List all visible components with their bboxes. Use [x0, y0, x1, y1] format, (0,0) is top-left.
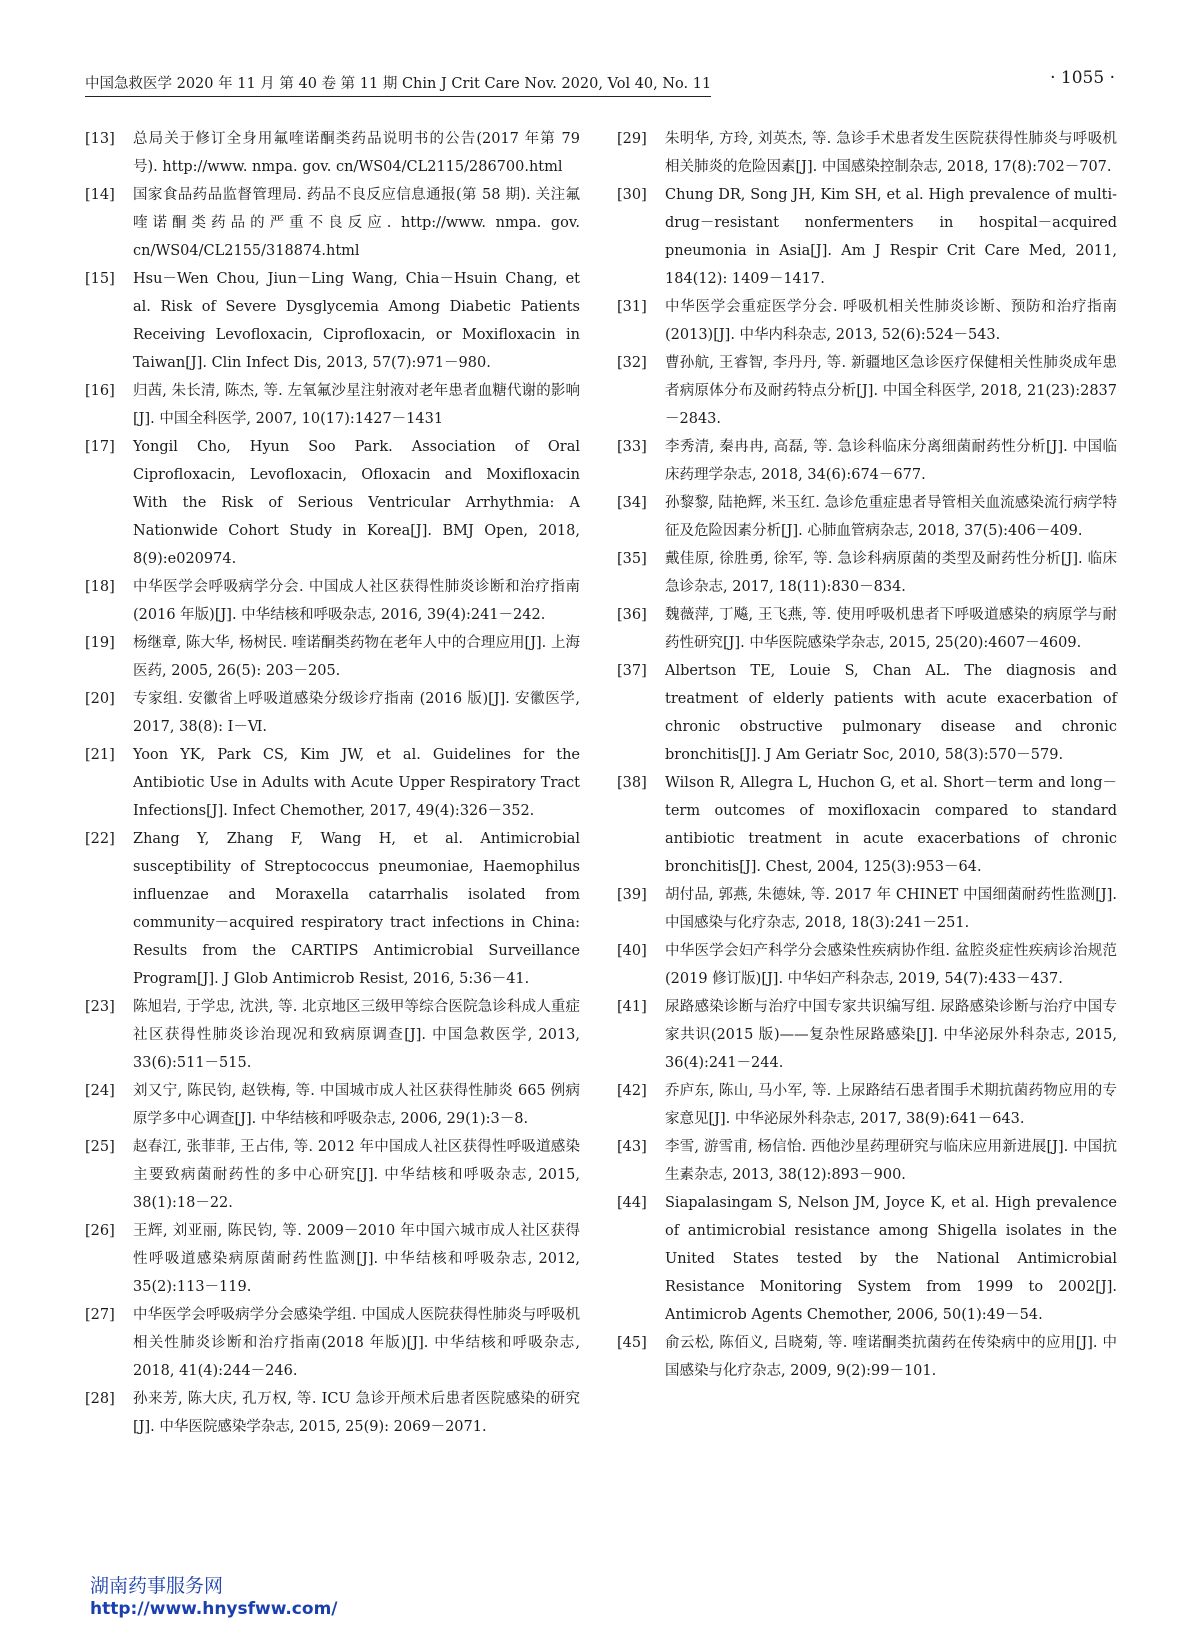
reference-number: [43] [617, 1139, 647, 1155]
reference-text: 专家组. 安徽省上呼吸道感染分级诊疗指南 (2016 版)[J]. 安徽医学, 2017, 38(8): Ⅰ－Ⅵ. [133, 691, 580, 735]
reference-number: [33] [617, 439, 647, 455]
reference-item [85, 1385, 580, 1441]
reference-number: [36] [617, 607, 647, 623]
reference-item [85, 433, 580, 573]
reference-number: [21] [85, 747, 115, 763]
reference-text: 戴佳原, 徐胜勇, 徐军, 等. 急诊科病原菌的类型及耐药性分析[J]. 临床急诊杂志, 2017, 18(11):830－834. [665, 551, 1117, 595]
reference-number: [24] [85, 1083, 115, 1099]
reference-text: 中华医学会呼吸病学分会. 中国成人社区获得性肺炎诊断和治疗指南(2016 年版)[J]. 中华结核和呼吸杂志, 2016, 39(4):241－242. [133, 579, 580, 623]
reference-number: [37] [617, 663, 647, 679]
reference-text: 朱明华, 方玲, 刘英杰, 等. 急诊手术患者发生医院获得性肺炎与呼吸机相关肺炎的危险因素[J]. 中国感染控制杂志, 2018, 17(8):702－707. [665, 131, 1117, 175]
reference-text: 王辉, 刘亚丽, 陈民钧, 等. 2009－2010 年中国六城市成人社区获得性呼吸道感染病原菌耐药性监测[J]. 中华结核和呼吸杂志, 2012, 35(2):113－119. [133, 1223, 580, 1295]
reference-text: 俞云松, 陈佰义, 吕晓菊, 等. 喹诺酮类抗菌药在传染病中的应用[J]. 中国感染与化疗杂志, 2009, 9(2):99－101. [665, 1335, 1117, 1379]
reference-text: 孙来芳, 陈大庆, 孔万权, 等. ICU 急诊开颅术后患者医院感染的研究[J]. 中华医院感染学杂志, 2015, 25(9): 2069－2071. [133, 1391, 580, 1435]
reference-item [617, 181, 1117, 293]
reference-text: Yongil Cho, Hyun Soo Park. Association of Oral Ciprofloxacin, Levofloxacin, Ofloxacin and Moxifloxacin With the Risk of Serious Ventricular Arrhythmia: A Nationwide Cohort Study in Korea[J]. BMJ Open, 2018, 8(9):e020974. [133, 439, 580, 567]
reference-number: [42] [617, 1083, 647, 1099]
reference-text: Chung DR, Song JH, Kim SH, et al. High prevalence of multi-drug－resistant nonfermenters in hospital－acquired pneumonia in Asia[J]. Am J Respir Crit Care Med, 2011, 184(12): 1409－1417. [665, 187, 1117, 287]
reference-text: 陈旭岩, 于学忠, 沈洪, 等. 北京地区三级甲等综合医院急诊科成人重症社区获得性肺炎诊治现况和致病原调查[J]. 中国急救医学, 2013, 33(6):511－515. [133, 999, 580, 1071]
reference-item [85, 825, 580, 993]
reference-item [617, 993, 1117, 1077]
reference-item [617, 1077, 1117, 1133]
reference-text: 胡付品, 郭燕, 朱德妹, 等. 2017 年 CHINET 中国细菌耐药性监测[J]. 中国感染与化疗杂志, 2018, 18(3):241－251. [665, 887, 1117, 931]
page-number: · 1055 · [1050, 68, 1115, 88]
reference-number: [35] [617, 551, 647, 567]
reference-text: 乔庐东, 陈山, 马小军, 等. 上尿路结石患者围手术期抗菌药物应用的专家意见[J]. 中华泌尿外科杂志, 2017, 38(9):641－643. [665, 1083, 1117, 1127]
watermark-footer [90, 1574, 338, 1620]
reference-item [85, 377, 580, 433]
journal-header: 中国急救医学 2020 年 11 月 第 40 卷 第 11 期 Chin J Crit Care Nov. 2020, Vol 40, No. 11 [85, 72, 711, 97]
reference-text: Wilson R, Allegra L, Huchon G, et al. Short－term and long－term outcomes of moxifloxacin compared to standard antibiotic treatment in acute exacerbations of chronic bronchitis[J]. Chest, 2004, 125(3):953－64. [665, 775, 1117, 875]
reference-number: [39] [617, 887, 647, 903]
reference-number: [40] [617, 943, 647, 959]
reference-text: 中华医学会重症医学分会. 呼吸机相关性肺炎诊断、预防和治疗指南(2013)[J]. 中华内科杂志, 2013, 52(6):524－543. [665, 299, 1117, 343]
reference-item [85, 629, 580, 685]
reference-text: Siapalasingam S, Nelson JM, Joyce K, et al. High prevalence of antimicrobial resistance among Shigella isolates in the United States tested by the National Antimicrobial Resistance Monitoring System from 1999 to 2002[J]. Antimicrob Agents Chemother, 2006, 50(1):49－54. [665, 1195, 1117, 1323]
reference-item [85, 573, 580, 629]
reference-number: [29] [617, 131, 647, 147]
reference-item [85, 741, 580, 825]
site-url[interactable]: http://www.hnysfww.com/ [90, 1599, 338, 1619]
reference-number: [19] [85, 635, 115, 651]
reference-item [617, 1189, 1117, 1329]
reference-number: [23] [85, 999, 115, 1015]
reference-item [617, 489, 1117, 545]
reference-number: [31] [617, 299, 647, 315]
reference-item [617, 293, 1117, 349]
reference-number: [38] [617, 775, 647, 791]
reference-item [85, 1077, 580, 1133]
reference-item [617, 657, 1117, 769]
reference-item [85, 1217, 580, 1301]
reference-number: [18] [85, 579, 115, 595]
reference-number: [41] [617, 999, 647, 1015]
reference-number: [32] [617, 355, 647, 371]
reference-item [617, 349, 1117, 433]
reference-item [85, 125, 580, 181]
reference-number: [28] [85, 1391, 115, 1407]
reference-text: 尿路感染诊断与治疗中国专家共识编写组. 尿路感染诊断与治疗中国专家共识(2015 版)——复杂性尿路感染[J]. 中华泌尿外科杂志, 2015, 36(4):241－244. [665, 999, 1117, 1071]
reference-number: [44] [617, 1195, 647, 1211]
reference-number: [25] [85, 1139, 115, 1155]
reference-item [85, 1301, 580, 1385]
reference-number: [30] [617, 187, 647, 203]
reference-item [617, 433, 1117, 489]
reference-item [617, 125, 1117, 181]
references-left-column [85, 125, 580, 1441]
reference-number: [20] [85, 691, 115, 707]
reference-item [85, 265, 580, 377]
reference-number: [15] [85, 271, 115, 287]
page-header [85, 68, 1115, 94]
reference-item [617, 545, 1117, 601]
reference-item [85, 181, 580, 265]
reference-number: [22] [85, 831, 115, 847]
reference-number: [27] [85, 1307, 115, 1323]
reference-number: [16] [85, 383, 115, 399]
reference-number: [45] [617, 1335, 647, 1351]
reference-item [617, 769, 1117, 881]
reference-text: 归茜, 朱长清, 陈杰, 等. 左氧氟沙星注射液对老年患者血糖代谢的影响[J]. 中国全科医学, 2007, 10(17):1427－1431 [133, 383, 580, 427]
reference-text: Albertson TE, Louie S, Chan AL. The diagnosis and treatment of elderly patients with acute exacerbation of chronic obstructive pulmonary disease and chronic bronchitis[J]. J Am Geriatr Soc, 2010, 58(3):570－579. [665, 663, 1117, 763]
reference-number: [34] [617, 495, 647, 511]
reference-item [617, 601, 1117, 657]
reference-number: [13] [85, 131, 115, 147]
reference-text: 赵春江, 张菲菲, 王占伟, 等. 2012 年中国成人社区获得性呼吸道感染主要致病菌耐药性的多中心研究[J]. 中华结核和呼吸杂志, 2015, 38(1):18－22. [133, 1139, 580, 1211]
reference-text: 李雪, 游雪甫, 杨信怡. 西他沙星药理研究与临床应用新进展[J]. 中国抗生素杂志, 2013, 38(12):893－900. [665, 1139, 1117, 1183]
reference-number: [14] [85, 187, 115, 203]
reference-text: 魏薇萍, 丁飚, 王飞燕, 等. 使用呼吸机患者下呼吸道感染的病原学与耐药性研究[J]. 中华医院感染学杂志, 2015, 25(20):4607－4609. [665, 607, 1117, 651]
reference-number: [26] [85, 1223, 115, 1239]
reference-item [617, 1133, 1117, 1189]
reference-item [617, 937, 1117, 993]
reference-item [85, 993, 580, 1077]
reference-item [617, 881, 1117, 937]
reference-item [617, 1329, 1117, 1385]
reference-text: 曹孙航, 王睿智, 李丹丹, 等. 新疆地区急诊医疗保健相关性肺炎成年患者病原体分布及耐药特点分析[J]. 中国全科医学, 2018, 21(23):2837－2843. [665, 355, 1117, 427]
reference-text: 总局关于修订全身用氟喹诺酮类药品说明书的公告(2017 年第 79 号). http://www. nmpa. gov. cn/WS04/CL2115/286700.html [133, 131, 580, 175]
references-right-column [617, 125, 1117, 1385]
reference-text: Zhang Y, Zhang F, Wang H, et al. Antimicrobial susceptibility of Streptococcus pneumoniae, Haemophilus influenzae and Moraxella catarrhalis isolated from community－acquired respiratory tract infections in China: Results from the CARTIPS Antimicrobial Surveillance Program[J]. J Glob Antimicrob Resist, 2016, 5:36－41. [133, 831, 580, 987]
reference-item [85, 1133, 580, 1217]
reference-text: 刘又宁, 陈民钧, 赵铁梅, 等. 中国城市成人社区获得性肺炎 665 例病原学多中心调查[J]. 中华结核和呼吸杂志, 2006, 29(1):3－8. [133, 1083, 580, 1127]
reference-number: [17] [85, 439, 115, 455]
reference-text: Yoon YK, Park CS, Kim JW, et al. Guidelines for the Antibiotic Use in Adults with Acute Upper Respiratory Tract Infections[J]. Infect Chemother, 2017, 49(4):326－352. [133, 747, 580, 819]
reference-text: 杨继章, 陈大华, 杨树民. 喹诺酮类药物在老年人中的合理应用[J]. 上海医药, 2005, 26(5): 203－205. [133, 635, 580, 679]
reference-text: 孙黎黎, 陆艳辉, 米玉红. 急诊危重症患者导管相关血流感染流行病学特征及危险因素分析[J]. 心肺血管病杂志, 2018, 37(5):406－409. [665, 495, 1117, 539]
reference-text: Hsu－Wen Chou, Jiun－Ling Wang, Chia－Hsuin Chang, et al. Risk of Severe Dysglycemia Among Diabetic Patients Receiving Levofloxacin, Ciprofloxacin, or Moxifloxacin in Taiwan[J]. Clin Infect Dis, 2013, 57(7):971－980. [133, 271, 580, 371]
reference-text: 李秀清, 秦冉冉, 高磊, 等. 急诊科临床分离细菌耐药性分析[J]. 中国临床药理学杂志, 2018, 34(6):674－677. [665, 439, 1117, 483]
site-name: 湖南药事服务网 [90, 1575, 224, 1597]
reference-item [85, 685, 580, 741]
reference-text: 中华医学会呼吸病学分会感染学组. 中国成人医院获得性肺炎与呼吸机相关性肺炎诊断和治疗指南(2018 年版)[J]. 中华结核和呼吸杂志, 2018, 41(4):244－246. [133, 1307, 580, 1379]
reference-text: 中华医学会妇产科学分会感染性疾病协作组. 盆腔炎症性疾病诊治规范(2019 修订版)[J]. 中华妇产科杂志, 2019, 54(7):433－437. [665, 943, 1117, 987]
reference-text: 国家食品药品监督管理局. 药品不良反应信息通报(第 58 期). 关注氟喹诺酮类药品的严重不良反应. http://www. nmpa. gov. cn/WS04/CL2155/318874.html [133, 187, 580, 259]
